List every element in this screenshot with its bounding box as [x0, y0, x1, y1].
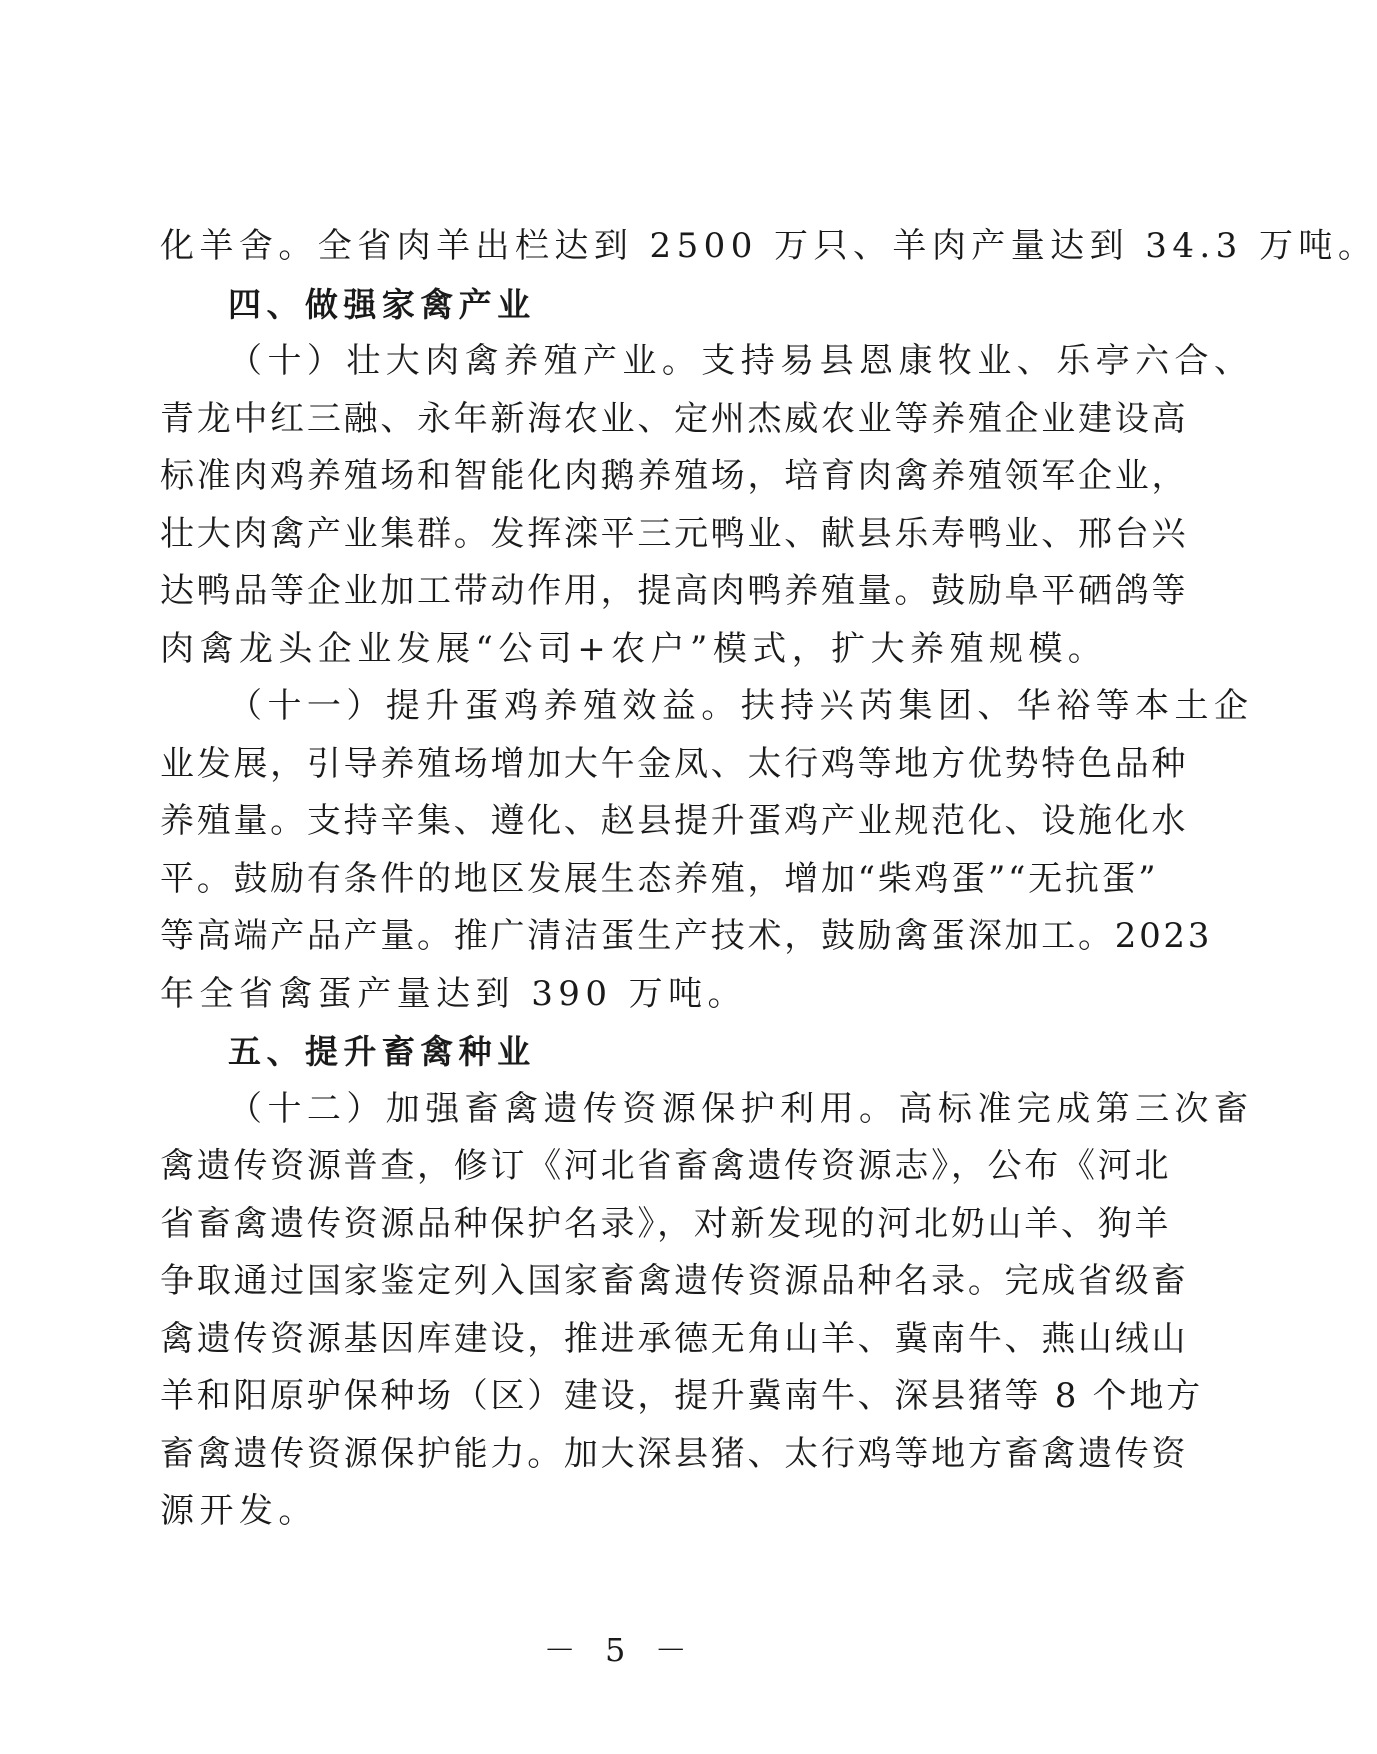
paragraph-12-line-7: 畜禽遗传资源保护能力。加大深县猪、太行鸡等地方畜禽遗传资: [160, 1433, 1189, 1474]
page-number: － 5 －: [543, 1631, 697, 1669]
paragraph-12-line-5: 禽遗传资源基因库建设，推进承德无角山羊、冀南牛、燕山绒山: [160, 1318, 1189, 1359]
paragraph-12-line-6: 羊和阳原驴保种场（区）建设，提升冀南牛、深县猪等 8 个地方: [160, 1376, 1203, 1416]
paragraph-11-line-4: 平。鼓励有条件的地区发展生态养殖，增加“柴鸡蛋”“无抗蛋”: [160, 858, 1159, 899]
document-body: [160, 218, 1377, 1541]
paragraph-12-line-4: 争取通过国家鉴定列入国家畜禽遗传资源品种名录。完成省级畜: [160, 1261, 1189, 1301]
paragraph-10-line-2: 青龙中红三融、永年新海农业、定州杰威农业等养殖企业建设高: [160, 398, 1189, 439]
paragraph-11-line-2: 业发展，引导养殖场增加大午金凤、太行鸡等地方优势特色品种: [160, 743, 1189, 784]
paragraph-10-line-6: 肉禽龙头企业发展“公司+农户”模式，扩大养殖规模。: [160, 628, 1108, 669]
body-line-1: 化羊舍。全省肉羊出栏达到 2500 万只、羊肉产量达到 34.3 万吨。: [160, 226, 1377, 266]
paragraph-10-line-3: 标准肉鸡养殖场和智能化肉鹅养殖场，培育肉禽养殖领军企业，: [160, 456, 1189, 496]
paragraph-10-line-1: （十）壮大肉禽养殖产业。支持易县恩康牧业、乐亭六合、: [228, 341, 1254, 381]
paragraph-12-line-8: 源开发。: [160, 1491, 318, 1531]
section-heading-5: 五、提升畜禽种业: [228, 1032, 536, 1071]
paragraph-11-line-6: 年全省禽蛋产量达到 390 万吨。: [160, 973, 747, 1014]
paragraph-10-line-5: 达鸭品等企业加工带动作用，提高肉鸭养殖量。鼓励阜平硒鸽等: [160, 571, 1189, 611]
paragraph-12-line-2: 禽遗传资源普查，修订《河北省畜禽遗传资源志》，公布《河北: [160, 1146, 1172, 1186]
paragraph-11-line-1: （十一）提升蛋鸡养殖效益。扶持兴芮集团、华裕等本土企: [228, 686, 1254, 726]
paragraph-11-line-5: 等高端产品产量。推广清洁蛋生产技术，鼓励禽蛋深加工。2023: [160, 916, 1213, 956]
paragraph-12-line-1: （十二）加强畜禽遗传资源保护利用。高标准完成第三次畜: [228, 1088, 1254, 1129]
paragraph-12-line-3: 省畜禽遗传资源品种保护名录》，对新发现的河北奶山羊、狗羊: [160, 1203, 1172, 1244]
paragraph-11-line-3: 养殖量。支持辛集、遵化、赵县提升蛋鸡产业规范化、设施化水: [160, 801, 1189, 841]
section-heading-4: 四、做强家禽产业: [228, 284, 536, 324]
paragraph-10-line-4: 壮大肉禽产业集群。发挥滦平三元鸭业、献县乐寿鸭业、邢台兴: [160, 513, 1189, 554]
